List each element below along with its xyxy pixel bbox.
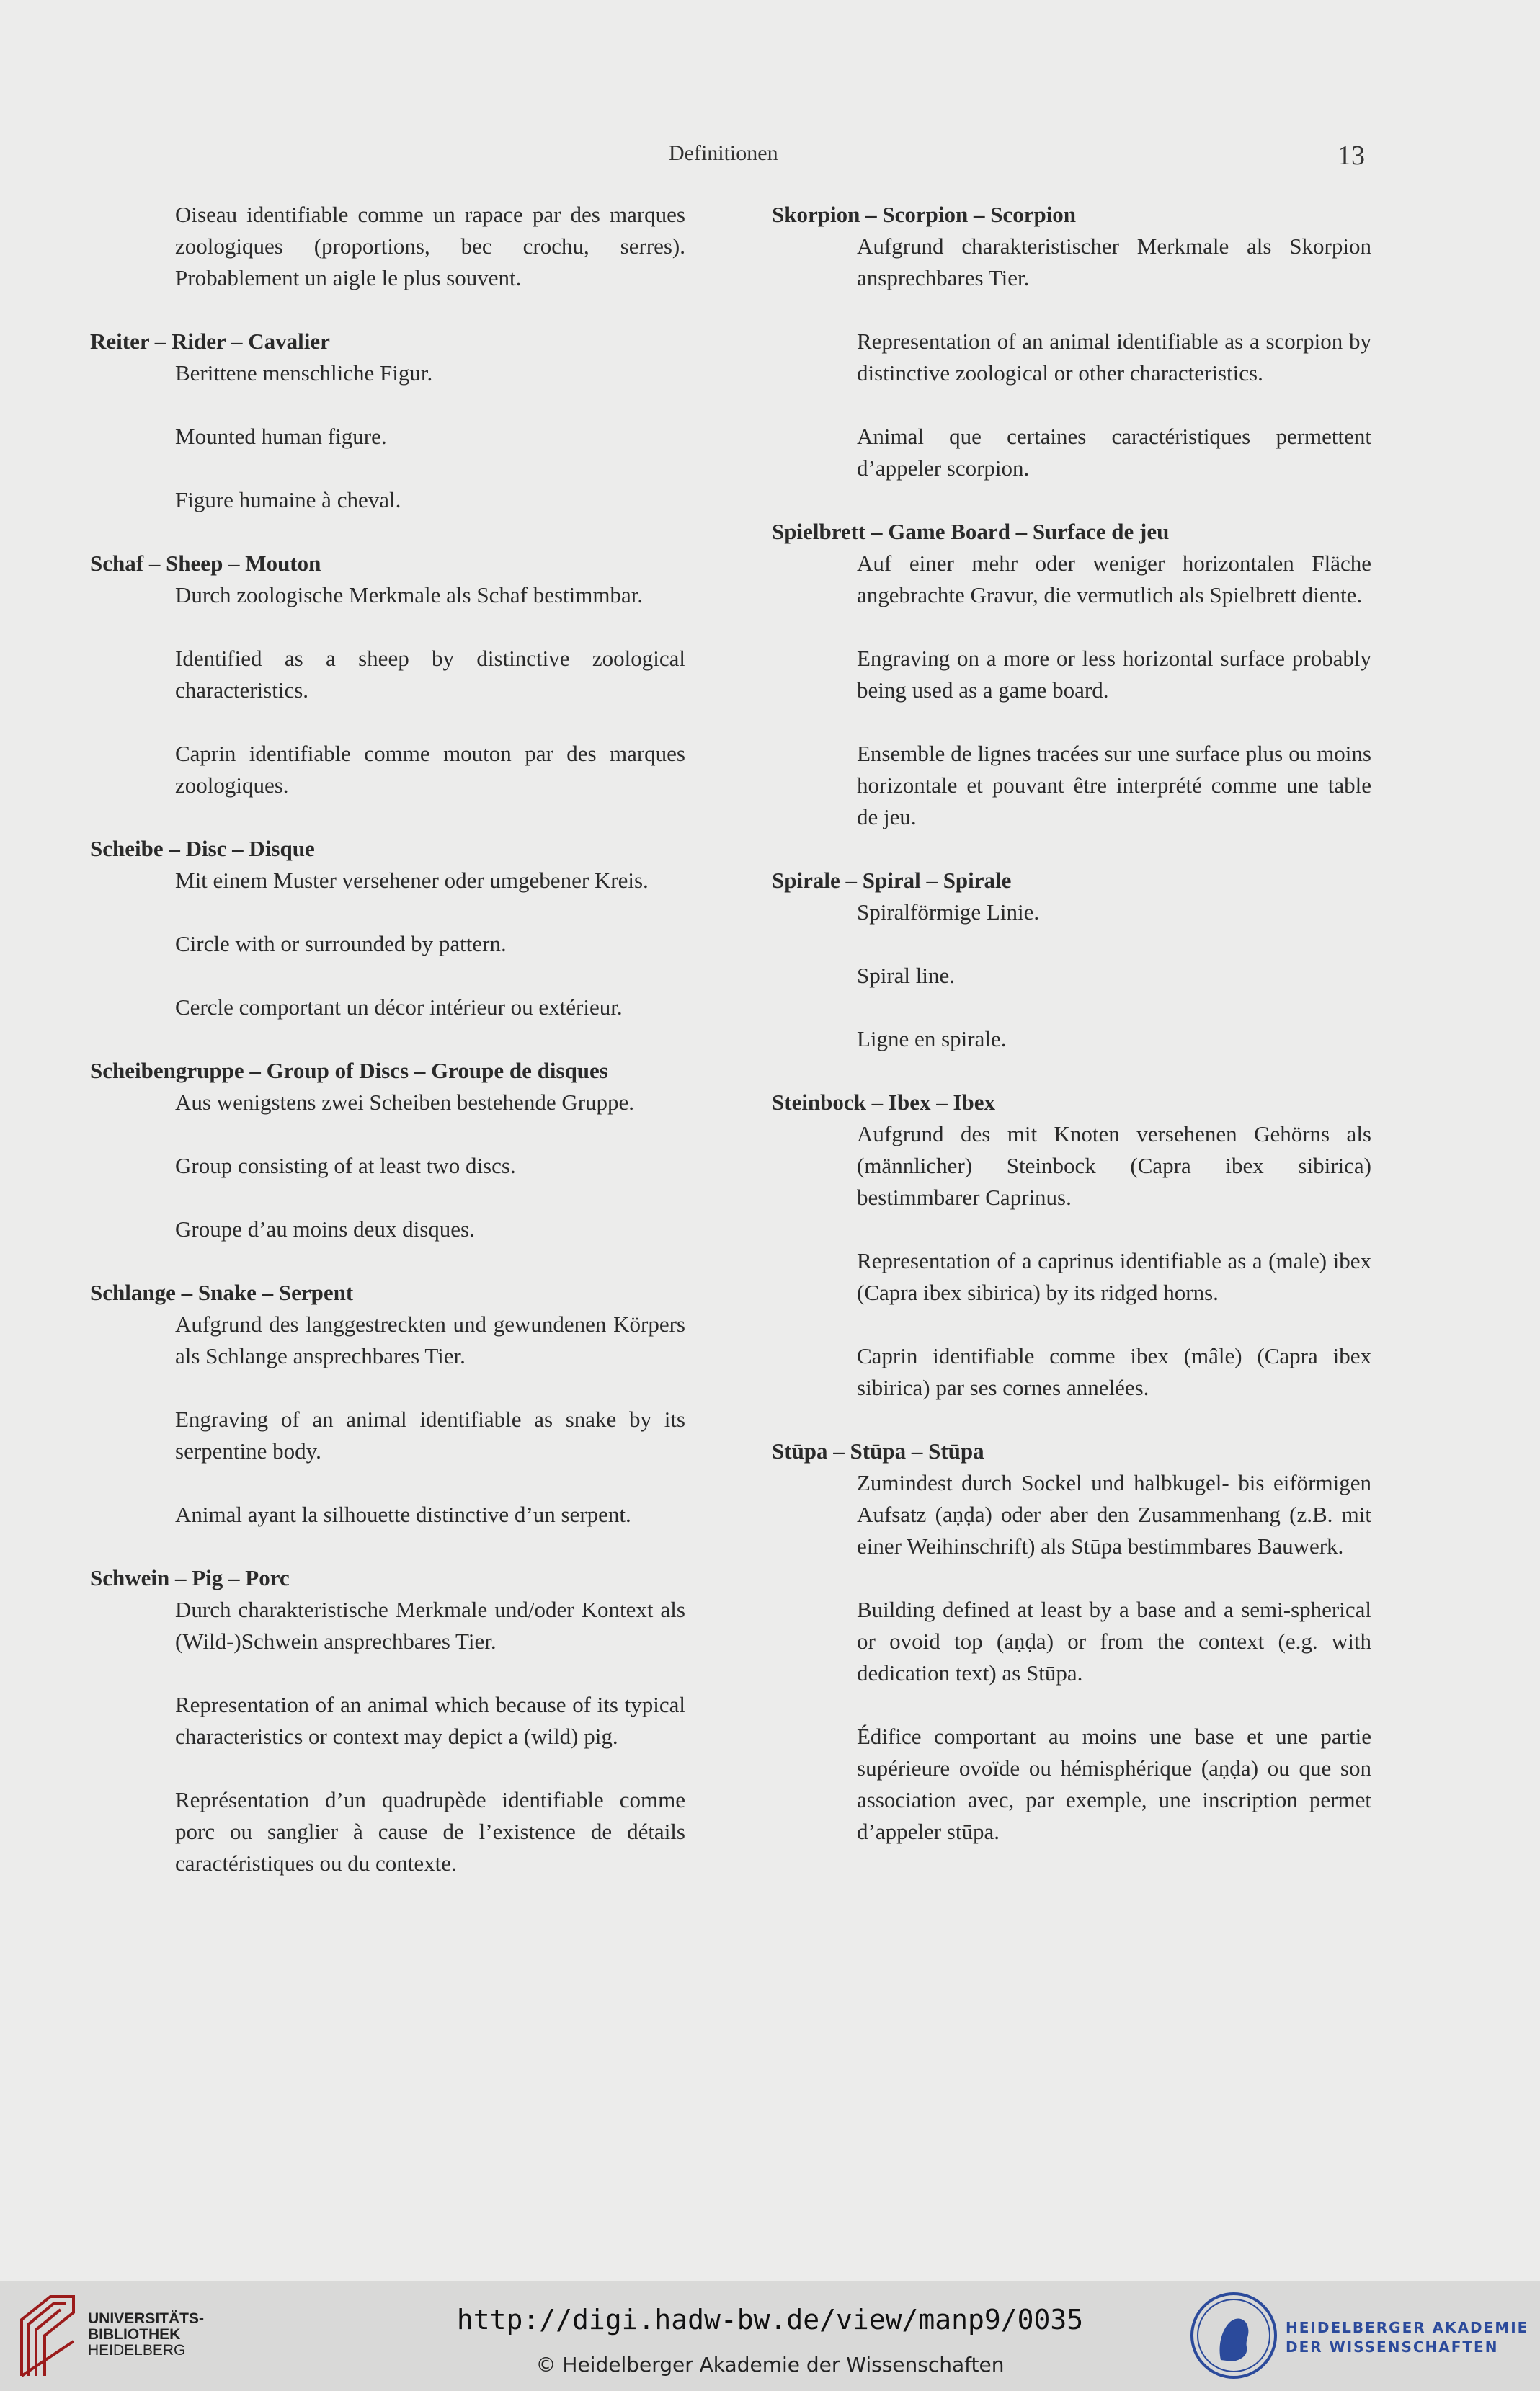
- entry-text-en: Representation of a caprinus identifiable as a (male) ibex (Capra ibex sibirica) by its ridged horns.: [857, 1248, 1371, 1305]
- academy-name: HEIDELBERGER AKADEMIE DER WISSENSCHAFTEN: [1286, 2319, 1529, 2356]
- entry-text-en: Representation of an animal identifiable as a scorpion by distinctive zoological or other characteristics.: [857, 329, 1371, 386]
- glossary-entry-schlange: [90, 1277, 685, 1531]
- continued-paragraph: Oiseau identifiable comme un rapace par des marques zoologiques (proportions, bec crochu, serres). Probablement un aigle le plus souvent.: [175, 202, 685, 290]
- entry-title: Scheibengruppe – Group of Discs – Groupe de disques: [90, 1058, 608, 1083]
- academy-seal-icon: [1189, 2291, 1278, 2380]
- entry-text-en: Circle with or surrounded by pattern.: [175, 931, 507, 956]
- glossary-entry-schwein: [90, 1562, 685, 1879]
- entry-text-de: Aufgrund des mit Knoten versehenen Gehörns als (männlicher) Steinbock (Capra ibex sibirica) bestimmbarer Caprinus.: [857, 1121, 1371, 1210]
- entry-text-en: Group consisting of at least two discs.: [175, 1153, 516, 1178]
- glossary-entry-skorpion: [772, 199, 1371, 484]
- entry-text-fr: Groupe d’au moins deux disques.: [175, 1216, 475, 1242]
- entry-title: Spirale – Spiral – Spirale: [772, 868, 1012, 893]
- entry-text-de: Aus wenigstens zwei Scheiben bestehende Gruppe.: [175, 1090, 635, 1115]
- entry-text-de: Durch zoologische Merkmale als Schaf bestimmbar.: [175, 582, 644, 607]
- copyright-notice: © Heidelberger Akademie der Wissenschaften: [535, 2353, 1005, 2377]
- entry-text-en: Engraving on a more or less horizontal surface probably being used as a game board.: [857, 646, 1371, 703]
- entry-title: Schaf – Sheep – Mouton: [90, 551, 321, 576]
- entry-text-fr: Édifice comportant au moins une base et une partie supérieure ovoïde ou hémisphérique (aṇḍa) ou que son association avec, par exemple, une inscription permet d’appeler stūpa.: [857, 1724, 1371, 1844]
- permalink-url[interactable]: http://digi.hadw-bw.de/view/manp9/0035: [456, 2304, 1084, 2336]
- university-library-name: UNIVERSITÄTS- BIBLIOTHEK HEIDELBERG: [88, 2310, 205, 2359]
- entry-text-fr: Figure humaine à cheval.: [175, 487, 401, 512]
- entry-text-fr: Représentation d’un quadrupède identifiable comme porc ou sanglier à cause de l’existence de détails caractéristiques ou du contexte.: [175, 1787, 685, 1876]
- entry-text-de: Aufgrund des langgestreckten und gewundenen Körpers als Schlange ansprechbares Tier.: [175, 1312, 685, 1368]
- glossary-entry-stupa: [772, 1435, 1371, 1848]
- entry-text-fr: Cercle comportant un décor intérieur ou extérieur.: [175, 994, 623, 1020]
- entry-text-fr: Animal que certaines caractéristiques permettent d’appeler scorpion.: [857, 424, 1371, 481]
- entry-title: Stūpa – Stūpa – Stūpa: [772, 1438, 984, 1464]
- entry-text-de: Spiralförmige Linie.: [857, 899, 1040, 925]
- entry-text-en: Mounted human figure.: [175, 424, 387, 449]
- entry-title: Skorpion – Scorpion – Scorpion: [772, 202, 1077, 227]
- entry-title: Schwein – Pig – Porc: [90, 1565, 290, 1590]
- entry-title: Reiter – Rider – Cavalier: [90, 329, 330, 354]
- page-number: 13: [1338, 141, 1365, 171]
- entry-text-en: Identified as a sheep by distinctive zoological characteristics.: [175, 646, 685, 703]
- right-column: [772, 199, 1371, 1848]
- entry-text-fr: Animal ayant la silhouette distinctive d’un serpent.: [175, 1502, 631, 1527]
- viewer-footer: [0, 2281, 1540, 2391]
- entry-text-en: Representation of an animal which because of its typical characteristics or context may depict a (wild) pig.: [175, 1692, 685, 1749]
- glossary-entry-scheibe: [90, 833, 685, 1023]
- running-header: Definitionen: [669, 141, 778, 165]
- glossary-entry-scheibengruppe: [90, 1055, 685, 1245]
- entry-text-de: Aufgrund charakteristischer Merkmale als Skorpion ansprechbares Tier.: [857, 233, 1371, 290]
- entry-text-de: Zumindest durch Sockel und halbkugel- bis eiförmigen Aufsatz (aṇḍa) oder aber den Zusammenhang (z.B. mit einer Weihinschrift) als Stūpa bestimmbares Bauwerk.: [857, 1470, 1371, 1559]
- left-column: [90, 199, 685, 1879]
- entry-text-de: Auf einer mehr oder weniger horizontalen Fläche angebrachte Gravur, die vermutlich als Spielbrett diente.: [857, 551, 1371, 607]
- entry-text-en: Building defined at least by a base and a semi-spherical or ovoid top (aṇḍa) or from the context (e.g. with dedication text) as Stūpa.: [857, 1597, 1371, 1686]
- entry-title: Steinbock – Ibex – Ibex: [772, 1090, 996, 1115]
- entry-title: Spielbrett – Game Board – Surface de jeu: [772, 519, 1170, 544]
- entry-title: Scheibe – Disc – Disque: [90, 836, 315, 861]
- entry-text-en: Engraving of an animal identifiable as snake by its serpentine body.: [175, 1407, 685, 1464]
- glossary-entry-steinbock: [772, 1087, 1371, 1404]
- glossary-entry-spielbrett: [772, 516, 1371, 833]
- glossary-entry-reiter: [90, 326, 685, 516]
- entry-text-de: Mit einem Muster versehener oder umgebener Kreis.: [175, 868, 649, 893]
- entry-text-de: Durch charakteristische Merkmale und/oder Kontext als (Wild-)Schwein ansprechbares Tier.: [175, 1597, 685, 1654]
- entry-text-fr: Ensemble de lignes tracées sur une surface plus ou moins horizontale et pouvant être interprété comme une table de jeu.: [857, 741, 1371, 829]
- entry-text-fr: Caprin identifiable comme ibex (mâle) (Capra ibex sibirica) par ses cornes annelées.: [857, 1343, 1371, 1400]
- glossary-entry-spirale: [772, 865, 1371, 1055]
- entry-text-en: Spiral line.: [857, 963, 956, 988]
- entry-title: Schlange – Snake – Serpent: [90, 1280, 354, 1305]
- entry-text-fr: Ligne en spirale.: [857, 1026, 1007, 1051]
- entry-text-fr: Caprin identifiable comme mouton par des marques zoologiques.: [175, 741, 685, 798]
- entry-text-de: Berittene menschliche Figur.: [175, 360, 433, 386]
- glossary-entry-schaf: [90, 548, 685, 801]
